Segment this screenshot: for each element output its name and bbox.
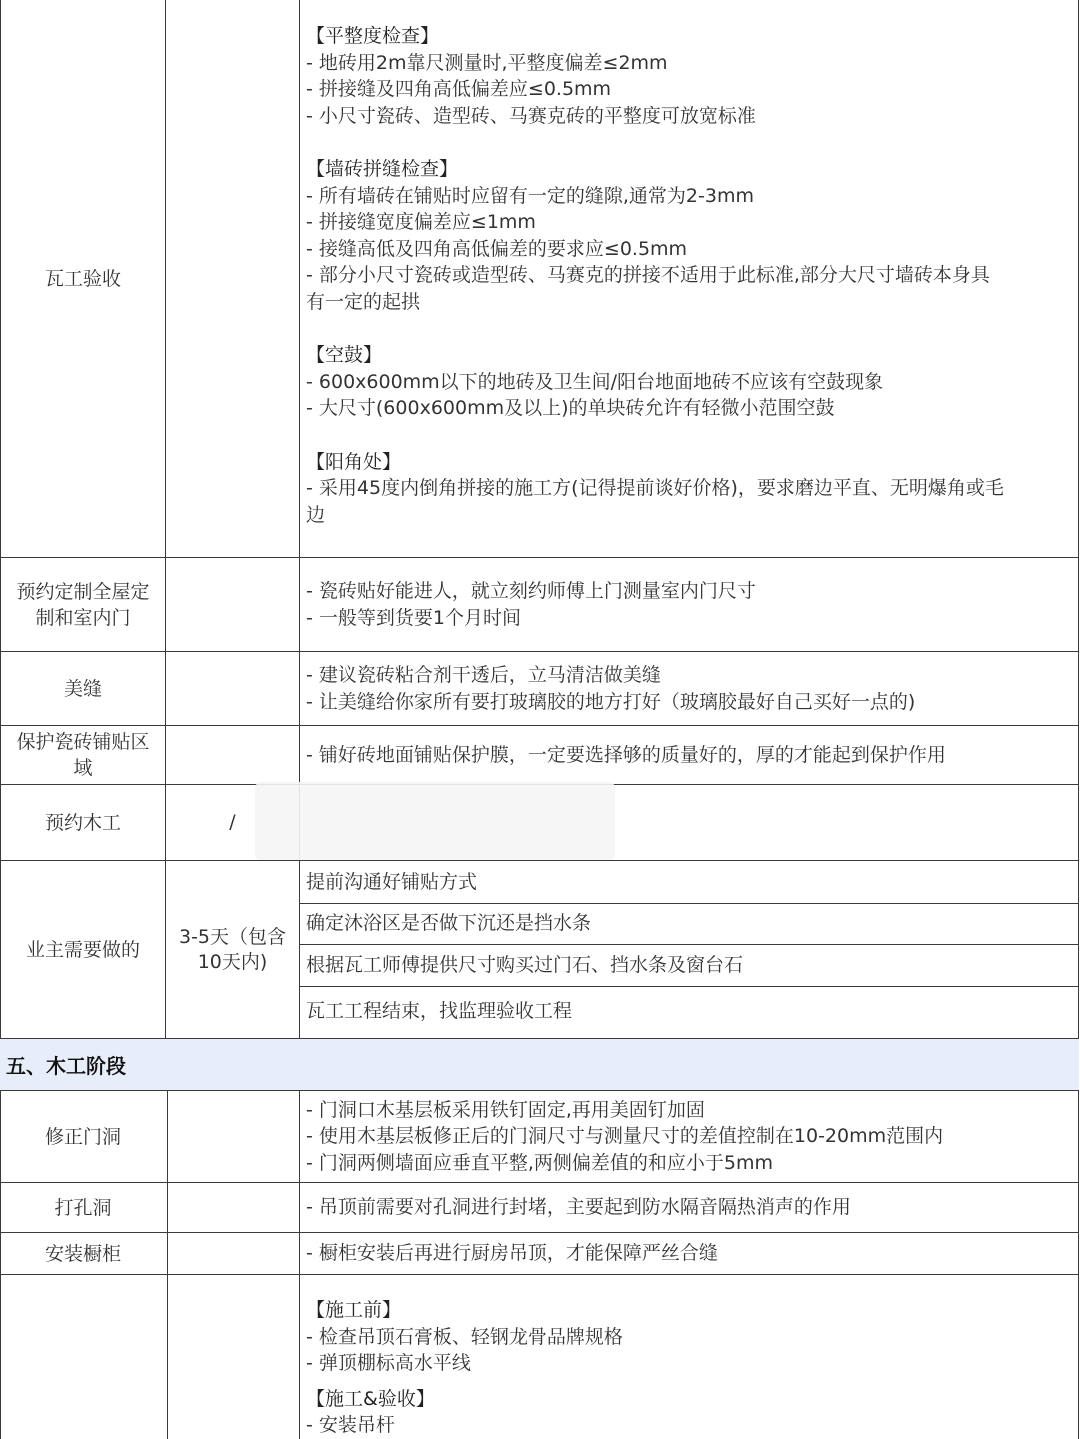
grid-line <box>299 903 1079 904</box>
label-text: 瓦工验收 <box>44 267 121 290</box>
content-line: - 所有墙砖在铺贴时应留有一定的缝隙,通常为2-3mm <box>306 184 754 207</box>
content-line: - 大尺寸(600x600mm及以上)的单块砖允许有轻微小范围空鼓 <box>306 397 835 420</box>
label-text: 修正门洞 <box>44 1125 121 1148</box>
content-line: - 让美缝给你家所有要打玻璃胶的地方打好（玻璃胶最好自己买好一点的) <box>306 690 916 713</box>
row-label-grout-beautify <box>1 652 165 725</box>
blurred-watermark <box>255 782 615 860</box>
content-line: - 拼接缝宽度偏差应≤1mm <box>306 211 536 234</box>
section-heading-construction-acceptance: 【施工&验收】 <box>306 1387 435 1410</box>
label-text: 预约定制全屋定 <box>16 580 150 603</box>
label-text: 打孔洞 <box>54 1196 112 1219</box>
content-line: - 采用45度内倒角拼接的施工方(记得提前谈好价格)，要求磨边平直、无明爆角或毛 <box>306 477 1004 500</box>
spacer <box>306 129 1070 156</box>
row-content-install-cabinets <box>300 1233 1076 1274</box>
content-line: - 建议瓷砖粘合剂干透后，立马清洁做美缝 <box>306 663 661 686</box>
content-line: - 使用木基层板修正后的门洞尺寸与测量尺寸的差值控制在10-20mm范围内 <box>306 1125 944 1148</box>
duration-cell <box>166 861 299 1038</box>
content-line: - 安装吊杆 <box>306 1414 395 1437</box>
owner-task-item: 根据瓦工师傅提供尺寸购买过门石、挡水条及窗台石 <box>306 954 744 976</box>
grid-line <box>167 1090 168 1439</box>
content-line: - 铺好砖地面铺贴保护膜，一定要选择够的质量好的，厚的才能起到保护作用 <box>306 743 946 766</box>
duration-text: 10天内) <box>197 950 268 973</box>
content-line: - 部分小尺寸瓷砖或造型砖、马赛克的拼接不适用于此标准,部分大尺寸墙砖本身具 <box>306 264 990 287</box>
label-text: 保护瓷砖铺贴区 <box>16 731 150 753</box>
row-label-owner-tasks <box>1 861 165 1038</box>
spacer <box>306 1377 1070 1386</box>
section-header-carpentry <box>0 1039 1079 1090</box>
row-content-drill-holes <box>300 1183 1076 1232</box>
row-label-drill-holes <box>1 1183 165 1232</box>
content-line: - 600x600mm以下的地砖及卫生间/阳台地面地砖不应该有空鼓现象 <box>306 370 884 393</box>
label-text: 美缝 <box>63 677 102 700</box>
section-title: 五、木工阶段 <box>6 1054 126 1078</box>
owner-task-item: 确定沐浴区是否做下沉还是挡水条 <box>306 912 592 934</box>
spacer <box>306 316 1070 343</box>
content-line: - 检查吊顶石膏板、轻钢龙骨品牌规格 <box>306 1325 623 1348</box>
section-heading-wall-joints: 【墙砖拼缝检查】 <box>306 157 459 180</box>
duration-text: 3-5天（包含 <box>178 925 287 948</box>
row-label-tile-acceptance <box>1 0 165 557</box>
content-line: - 橱柜安装后再进行厨房吊顶，才能保障严丝合缝 <box>306 1242 718 1265</box>
content-line: - 一般等到货要1个月时间 <box>306 606 521 629</box>
label-text: 业主需要做的 <box>25 938 140 961</box>
owner-task-item: 瓦工工程结束，找监理验收工程 <box>306 1000 573 1022</box>
row-label-install-cabinets <box>1 1233 165 1274</box>
section-heading-flatness: 【平整度检查】 <box>306 25 440 47</box>
grid-line <box>1078 1090 1079 1439</box>
content-line: - 拼接缝及四角高低偏差应≤0.5mm <box>306 78 612 101</box>
content-line: - 吊顶前需要对孔洞进行封堵，主要起到防水隔音隔热消声的作用 <box>306 1196 851 1219</box>
label-text: 预约木工 <box>44 811 121 834</box>
spacer <box>306 422 1070 449</box>
grid-line <box>1078 0 1079 1039</box>
row-content-ceiling <box>300 1275 1076 1439</box>
content-line: 边 <box>306 503 326 526</box>
label-text: 制和室内门 <box>35 606 131 629</box>
row-content-grout-beautify <box>300 652 1076 725</box>
content-line: - 小尺寸瓷砖、造型砖、马赛克砖的平整度可放宽标准 <box>306 104 756 127</box>
content-line: - 瓷砖贴好能进人，就立刻约师傅上门测量室内门尺寸 <box>306 579 756 602</box>
row-content-fix-door-opening <box>300 1091 1076 1182</box>
section-heading-corner: 【阳角处】 <box>306 450 402 473</box>
row-content-custom-furniture <box>300 558 1076 651</box>
row-label-protect-tiles <box>1 726 165 784</box>
owner-task-item: 提前沟通好铺贴方式 <box>306 871 478 893</box>
section-heading-hollow: 【空鼓】 <box>306 344 383 367</box>
label-text: 安装橱柜 <box>44 1242 121 1265</box>
row-content-protect-tiles <box>300 726 1076 784</box>
row-label-book-carpenter <box>1 785 165 860</box>
content-line: - 门洞口木基层板采用铁钉固定,再用美固钉加固 <box>306 1098 705 1121</box>
section-heading-before-construction: 【施工前】 <box>306 1299 402 1321</box>
content-line: 有一定的起拱 <box>306 290 421 313</box>
duration-text: / <box>229 811 236 833</box>
content-line: - 弹顶棚标高水平线 <box>306 1352 471 1375</box>
content-line: - 地砖用2m靠尺测量时,平整度偏差≤2mm <box>306 51 668 74</box>
grid-line <box>299 944 1079 945</box>
grid-line <box>299 986 1079 987</box>
label-text: 域 <box>73 757 93 779</box>
row-label-fix-door-opening <box>1 1091 165 1182</box>
row-label-custom-furniture <box>1 558 165 651</box>
content-line: - 门洞两侧墙面应垂直平整,两侧偏差值的和应小于5mm <box>306 1151 774 1174</box>
content-line: - 接缝高低及四角高低偏差的要求应≤0.5mm <box>306 237 688 260</box>
row-content-tile-acceptance <box>300 0 1076 557</box>
